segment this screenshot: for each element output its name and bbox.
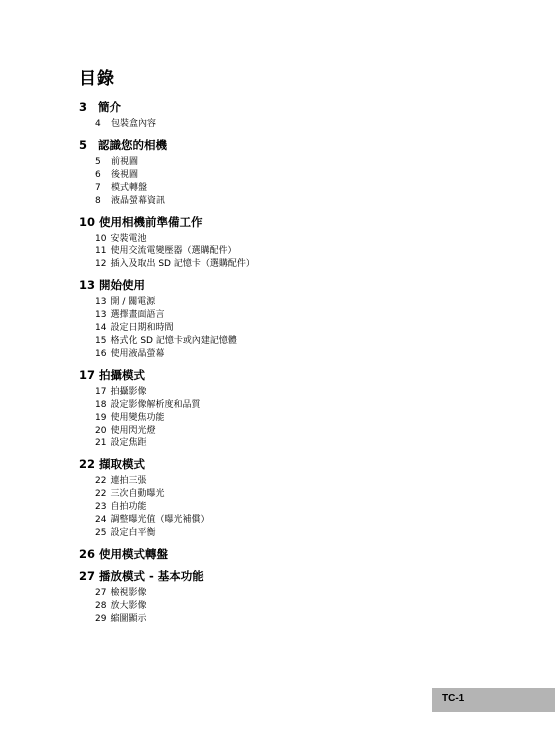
entry-title: 選擇畫面語言: [110, 310, 165, 321]
entry-title: 前視圖: [111, 156, 139, 167]
entry-title: 使用交流電變壓器（選購配件）: [110, 246, 237, 257]
toc-entry[interactable]: [95, 195, 499, 208]
entry-page-number: 4: [95, 119, 101, 129]
entry-page-number: 7: [95, 182, 101, 193]
entry-title: 後視圖: [111, 169, 139, 180]
entry-title: 放大影像: [110, 600, 147, 611]
entry-page-number: 27: [95, 587, 107, 598]
toc-entry[interactable]: [95, 182, 499, 195]
toc-entry-list: [95, 296, 499, 361]
entry-title: 檢視影像: [110, 587, 147, 598]
section-title: 使用相機前準備工作: [99, 214, 203, 229]
toc-section-heading[interactable]: [79, 138, 499, 153]
entry-title: 格式化 SD 記憶卡或內建記憶體: [110, 335, 237, 346]
entry-page-number: 13: [95, 297, 107, 308]
entry-title: 三次自動曝光: [110, 489, 165, 500]
toc-entry[interactable]: [95, 425, 499, 438]
section-page-number: 3: [79, 100, 88, 114]
toc-entry[interactable]: [95, 613, 499, 626]
toc-section-heading[interactable]: [79, 569, 499, 584]
entry-page-number: 25: [95, 527, 107, 538]
entry-title: 設定焦距: [110, 438, 147, 449]
section-page-number: 17: [79, 367, 96, 382]
toc-entry[interactable]: [95, 169, 499, 182]
entry-page-number: 14: [95, 323, 107, 334]
toc-section: [79, 457, 499, 540]
page-number-label: TC-1: [442, 693, 465, 704]
section-title: 擷取模式: [99, 457, 146, 472]
toc-section: [79, 368, 499, 451]
entry-page-number: 12: [95, 259, 107, 270]
entry-title: 使用變焦功能: [110, 412, 165, 423]
entry-title: 模式轉盤: [111, 182, 148, 193]
toc-entry[interactable]: [95, 348, 499, 361]
toc-section-heading[interactable]: [79, 457, 499, 472]
toc-section: [79, 100, 499, 131]
entry-page-number: 16: [95, 348, 107, 359]
entry-page-number: 17: [95, 386, 107, 397]
section-title: 使用模式轉盤: [99, 546, 169, 561]
toc-section-heading[interactable]: [79, 368, 499, 383]
entry-page-number: 22: [95, 489, 107, 500]
entry-page-number: 29: [95, 613, 107, 624]
entry-page-number: 24: [95, 515, 107, 526]
toc-entry[interactable]: [95, 488, 499, 501]
toc-entry[interactable]: [95, 600, 499, 613]
toc-entry[interactable]: [95, 514, 499, 527]
toc-entry[interactable]: [95, 245, 499, 258]
entry-page-number: 18: [95, 399, 107, 410]
section-page-number: 26: [79, 546, 96, 561]
toc-entry[interactable]: [95, 335, 499, 348]
toc-entry[interactable]: [95, 527, 499, 540]
section-title: 拍攝模式: [99, 367, 146, 382]
toc-section-heading[interactable]: [79, 547, 499, 562]
entry-page-number: 21: [95, 438, 107, 449]
toc-section: [79, 547, 499, 562]
entry-page-number: 28: [95, 600, 107, 611]
toc-entry-list: [95, 233, 499, 272]
section-page-number: 22: [79, 457, 96, 472]
entry-page-number: 8: [95, 195, 101, 206]
entry-page-number: 23: [95, 502, 107, 513]
toc-entry[interactable]: [95, 258, 499, 271]
page-number-tab: [432, 688, 555, 712]
toc-entry-list: [95, 118, 499, 131]
toc-entry[interactable]: [95, 475, 499, 488]
entry-page-number: 11: [95, 246, 107, 257]
toc-entry[interactable]: [95, 233, 499, 246]
toc-entry[interactable]: [95, 118, 499, 131]
toc-section-heading[interactable]: [79, 278, 499, 293]
toc-entry[interactable]: [95, 296, 499, 309]
toc-section: [79, 569, 499, 626]
toc-entry[interactable]: [95, 322, 499, 335]
toc-entry-list: [95, 156, 499, 208]
entry-title: 使用液晶螢幕: [110, 348, 165, 359]
section-title: 開始使用: [99, 278, 146, 293]
entry-title: 自拍功能: [110, 502, 147, 513]
toc-section: [79, 278, 499, 361]
toc-section-heading[interactable]: [79, 215, 499, 230]
entry-page-number: 15: [95, 335, 107, 346]
entry-title: 連拍三張: [110, 476, 147, 487]
section-title: 播放模式 - 基本功能: [99, 568, 204, 583]
entry-title: 縮圖顯示: [110, 613, 147, 624]
entry-title: 使用閃光燈: [110, 425, 156, 436]
toc-entry-list: [95, 475, 499, 540]
section-page-number: 27: [79, 568, 96, 583]
entry-title: 設定影像解析度和品質: [110, 399, 201, 410]
toc-entry-list: [95, 587, 499, 626]
entry-title: 拍攝影像: [110, 386, 147, 397]
toc-entry-list: [95, 386, 499, 451]
entry-page-number: 20: [95, 425, 107, 436]
section-title: 認識您的相機: [98, 137, 167, 152]
toc-entry[interactable]: [95, 501, 499, 514]
toc-entry[interactable]: [95, 386, 499, 399]
entry-page-number: 13: [95, 310, 107, 321]
entry-page-number: 10: [95, 233, 107, 244]
entry-page-number: 22: [95, 476, 107, 487]
section-page-number: 13: [79, 278, 96, 293]
toc-section: [79, 138, 499, 208]
entry-page-number: 19: [95, 412, 107, 423]
entry-title: 調整曝光值（曝光補償）: [110, 515, 210, 526]
entry-title: 液晶螢幕資訊: [111, 195, 166, 206]
section-page-number: 10: [79, 214, 96, 229]
section-title: 簡介: [98, 100, 121, 114]
toc-entry[interactable]: [95, 437, 499, 450]
toc-entry[interactable]: [95, 412, 499, 425]
section-page-number: 5: [79, 137, 88, 152]
toc-entry[interactable]: [95, 587, 499, 600]
toc-entry[interactable]: [95, 309, 499, 322]
entry-title: 安裝電池: [110, 233, 147, 244]
toc-entry[interactable]: [95, 399, 499, 412]
toc-entry[interactable]: [95, 156, 499, 169]
entry-title: 開 / 關電源: [110, 297, 156, 308]
entry-page-number: 5: [95, 156, 101, 167]
page-title: 目錄: [79, 69, 115, 89]
entry-title: 設定白平衡: [110, 527, 156, 538]
entry-title: 設定日期和時間: [110, 323, 174, 334]
table-of-contents: [79, 100, 499, 633]
entry-title: 包裝盒內容: [111, 119, 157, 129]
entry-title: 插入及取出 SD 記憶卡（選購配件）: [110, 259, 255, 270]
toc-section-heading[interactable]: [79, 100, 499, 115]
toc-section: [79, 215, 499, 272]
entry-page-number: 6: [95, 169, 101, 180]
